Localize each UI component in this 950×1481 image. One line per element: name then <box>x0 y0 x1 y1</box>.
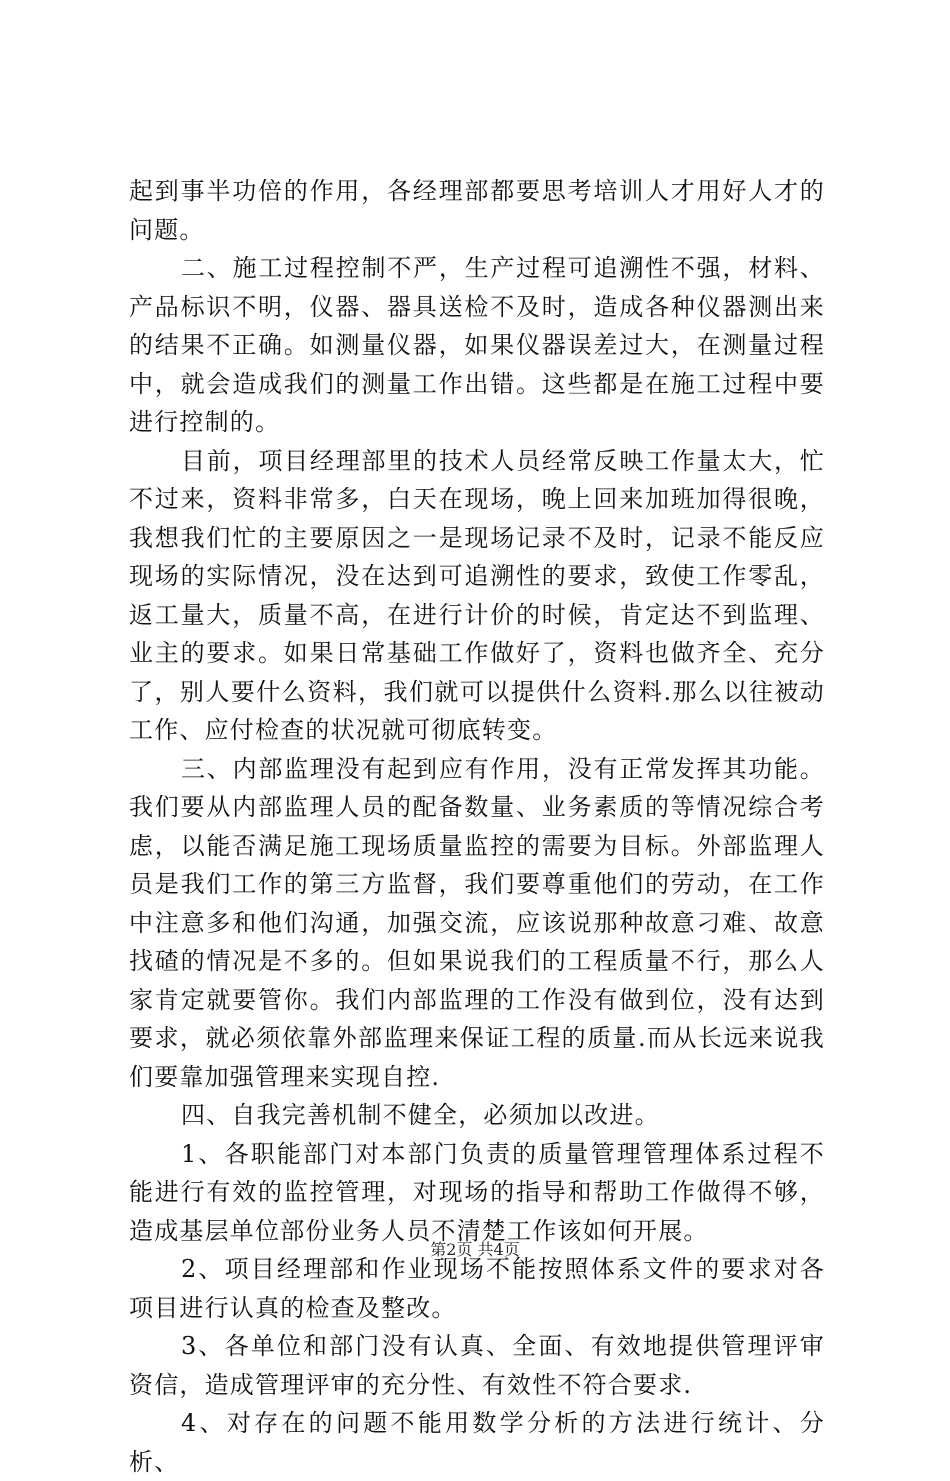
paragraph-item-4: 4、对存在的问题不能用数学分析的方法进行统计、分析、 <box>129 1409 825 1476</box>
paragraph-item-3: 3、各单位和部门没有认真、全面、有效地提供管理评审资信，造成管理评审的充分性、有效性不符合要求. <box>129 1332 825 1399</box>
paragraph-section-four: 四、自我完善机制不健全，必须加以改进。 <box>181 1101 660 1129</box>
page-footer: 第2页 共4页 <box>430 1240 520 1259</box>
paragraph-item-1: 1、各职能部门对本部门负责的质量管理管理体系过程不能进行有效的监控管理，对现场的指导和帮助工作做得不够，造成基层单位部份业务人员不清楚工作该如何开展。 <box>129 1139 825 1245</box>
paragraph-item-2: 2、项目经理部和作业现场不能按照体系文件的要求对各项目进行认真的检查及整改。 <box>129 1255 825 1322</box>
paragraph-current-situation: 目前，项目经理部里的技术人员经常反映工作量太大，忙不过来，资料非常多，白天在现场，晚上回来加班加得很晚，我想我们忙的主要原因之一是现场记录不及时，记录不能反应现场的实际情况，没在达到可追溯性的要求，致使工作零乱，返工量大，质量不高，在进行计价的时候，肯定达不到监理、业主的要求。如果日常基础工作做好了，资料也做齐全、充分了，别人要什么资料，我们就可以提供什么资料.那么以往被动工作、应付检查的状况就可彻底转变。 <box>129 446 825 744</box>
document-body <box>129 172 825 1481</box>
paragraph-continuation: 起到事半功倍的作用，各经理部都要思考培训人才用好人才的问题。 <box>129 177 825 244</box>
paragraph-section-two: 二、施工过程控制不严，生产过程可追溯性不强，材料、产品标识不明，仪器、器具送检不及时，造成各种仪器测出来的结果不正确。如测量仪器，如果仪器误差过大，在测量过程中，就会造成我们的测量工作出错。这些都是在施工过程中要进行控制的。 <box>129 254 825 436</box>
paragraph-section-three: 三、内部监理没有起到应有作用，没有正常发挥其功能。我们要从内部监理人员的配备数量、业务素质的等情况综合考虑，以能否满足施工现场质量监控的需要为目标。外部监理人员是我们工作的第三方监督，我们要尊重他们的劳动，在工作中注意多和他们沟通，加强交流，应该说那种故意刁难、故意找碴的情况是不多的。但如果说我们的工程质量不行，那么人家肯定就要管你。我们内部监理的工作没有做到位，没有达到要求，就必须依靠外部监理来保证工程的质量.而从长远来说我们要靠加强管理来实现自控. <box>129 754 825 1091</box>
